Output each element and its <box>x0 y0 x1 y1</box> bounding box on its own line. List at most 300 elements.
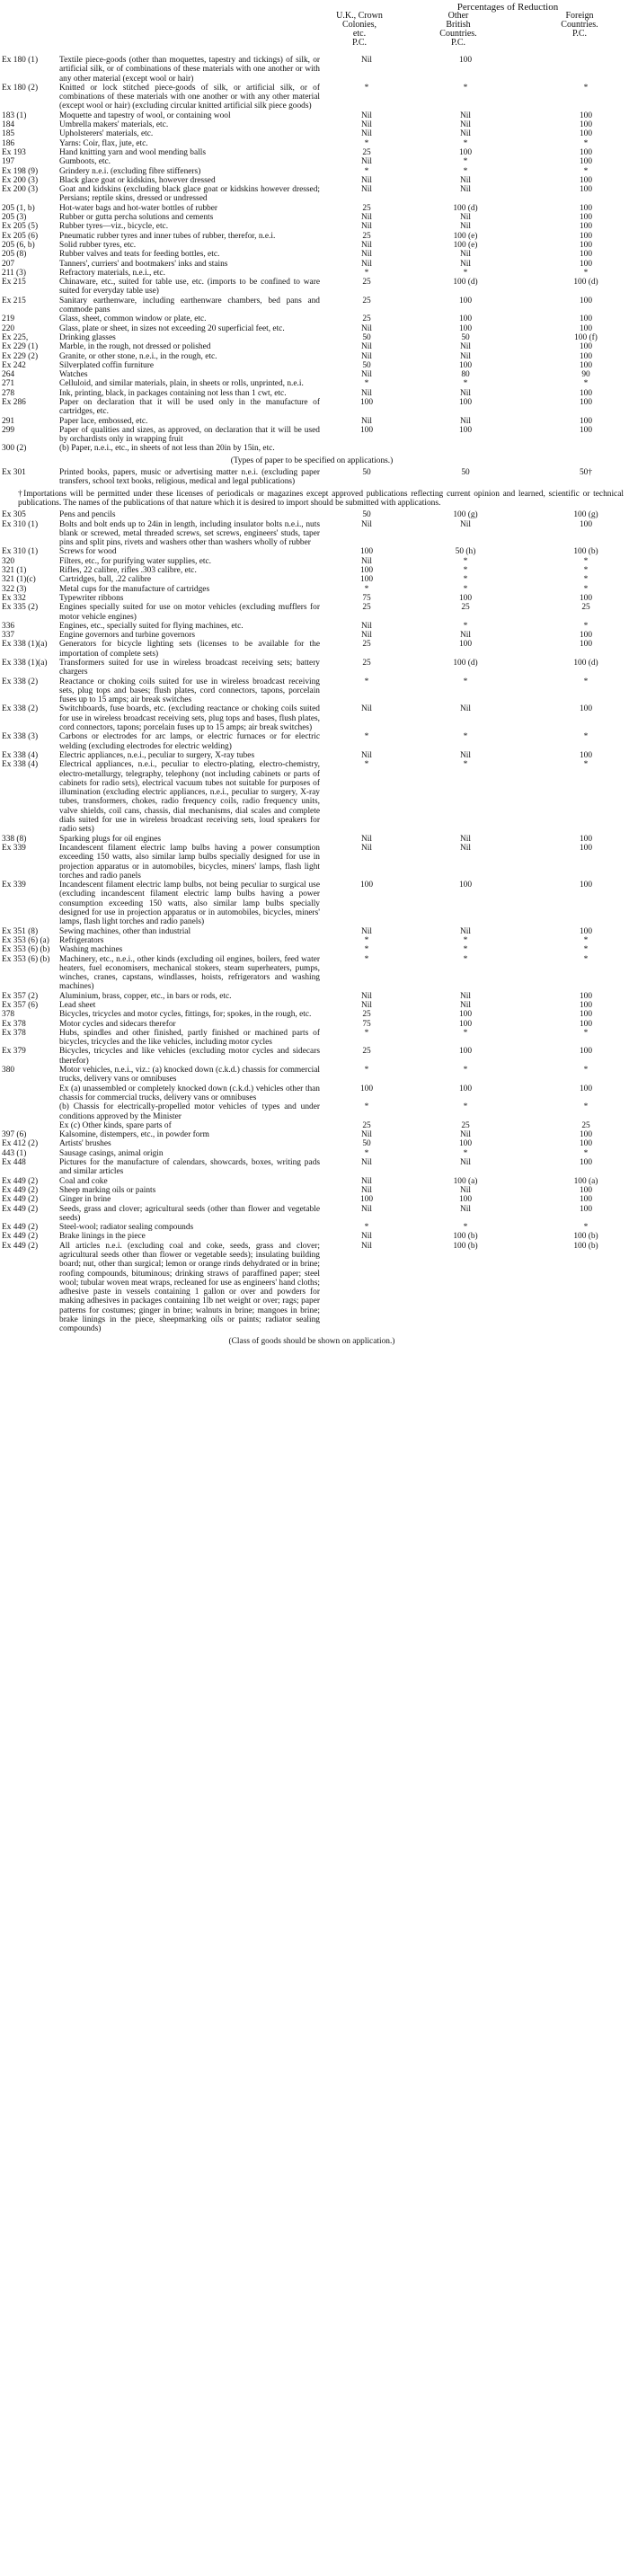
goods-description: Ginger in brine <box>59 1195 111 1205</box>
goods-description: Rubber valves and teats for feeding bottles, etc. <box>59 250 220 260</box>
table-row <box>0 1020 629 1029</box>
table-row <box>0 566 629 575</box>
tariff-item-number: 300 (2) <box>2 444 27 454</box>
reduction-british: 50 <box>461 468 470 478</box>
reduction-uk: Nil <box>361 1204 372 1214</box>
reduction-foreign: * <box>583 556 589 566</box>
table-row <box>0 260 629 269</box>
reduction-british: * <box>463 575 468 585</box>
table-row <box>0 468 629 487</box>
reduction-foreign: 100 (b) <box>573 1232 598 1242</box>
goods-description: Transformers suited for use in wireless broadcast receiving sets; battery chargers <box>59 659 320 677</box>
reduction-foreign: 100 <box>579 259 593 269</box>
reduction-foreign: * <box>583 954 589 964</box>
reduction-british: 100 <box>458 1047 473 1057</box>
goods-description: Reactance or choking coils suited for use in wireless broadcast receiving sets, plug tops and bases; flush plates, cord connectors, tapons, porcelain fuses up to 15 amps; air break switches <box>59 677 320 705</box>
reduction-foreign: 100 (d) <box>573 659 598 668</box>
tariff-item-number: Ex 338 (1)(a) <box>2 640 48 650</box>
table-row <box>0 844 629 881</box>
reduction-british: Nil <box>460 1204 471 1214</box>
reduction-british: Nil <box>460 351 471 361</box>
table-row <box>0 881 629 926</box>
goods-description: Solid rubber tyres, etc. <box>59 240 137 250</box>
reduction-foreign: 100 <box>579 314 593 324</box>
reduction-uk: 50 <box>362 510 371 520</box>
tariff-item-number: Ex 338 (4) <box>2 750 39 760</box>
table-row <box>0 677 629 705</box>
goods-description: Glass, sheet, common window or plate, etc. <box>59 314 207 324</box>
reduction-foreign: 100 <box>579 704 593 714</box>
table-row <box>0 56 629 84</box>
table-row <box>0 241 629 250</box>
tariff-item-number: Ex 200 (3) <box>2 185 39 195</box>
table-row <box>0 297 629 315</box>
reduction-british: 100 (g) <box>453 510 478 520</box>
reduction-british: Nil <box>460 1000 471 1010</box>
tariff-item-number: Ex 449 (2) <box>2 1176 39 1186</box>
table-row <box>0 176 629 185</box>
reduction-foreign: 100 (a) <box>573 1176 598 1186</box>
reduction-foreign: 100 <box>579 175 593 185</box>
goods-description: Machinery, etc., n.e.i., other kinds (excluding oil engines, boilers, feed water heaters, fuel economisers, mechanical stokers, steam superheaters, pumps, winches, cranes, capstans, windlasses, hoists, refrigerators and washing machines) <box>59 954 320 992</box>
goods-description: Brake linings in the piece <box>59 1232 146 1242</box>
table-row <box>0 603 629 622</box>
reduction-uk: * <box>364 954 369 964</box>
tariff-item-number: Ex 225, <box>2 332 29 342</box>
reduction-uk: Nil <box>361 1000 372 1010</box>
reduction-uk: 25 <box>362 278 371 288</box>
reduction-uk: * <box>364 268 369 278</box>
reduction-foreign: 90 <box>581 370 590 380</box>
goods-description: Black glace goat or kidskins, however dressed <box>59 175 216 185</box>
goods-description: Sausage casings, animal origin <box>59 1148 164 1158</box>
reduction-british: 100 <box>458 147 473 157</box>
tariff-item-number: Ex 338 (4) <box>2 760 39 770</box>
reduction-uk: Nil <box>361 1176 372 1186</box>
reduction-foreign: 100 <box>579 425 593 435</box>
goods-description: Hand knitting yarn and wool mending balls <box>59 147 206 157</box>
tariff-item-number: Ex 449 (2) <box>2 1204 39 1214</box>
reduction-uk: 25 <box>362 1120 371 1130</box>
reduction-uk: 100 <box>359 566 374 576</box>
goods-description: Glass, plate or sheet, in sizes not exceeding 20 superficial feet, etc. <box>59 323 285 333</box>
reduction-british: * <box>463 1102 468 1112</box>
tariff-item-number: Ex 310 (1) <box>2 519 39 529</box>
table-row <box>0 751 629 760</box>
goods-description: Bicycles, tricycles and like vehicles (excluding motor cycles and sidecars therefor) <box>59 1047 320 1066</box>
reduction-foreign: 100 <box>579 926 593 936</box>
reduction-foreign: * <box>583 584 589 594</box>
table-row <box>0 361 629 370</box>
reduction-uk: 100 <box>359 1195 374 1205</box>
reduction-uk: Nil <box>361 175 372 185</box>
reduction-foreign: * <box>583 732 589 742</box>
tariff-item-number: Ex 378 <box>2 1019 26 1029</box>
tariff-item-number: Ex 242 <box>2 360 26 370</box>
reduction-british: Nil <box>460 631 471 641</box>
reduction-british: 100 <box>458 1195 473 1205</box>
tariff-item-number: Ex 449 (2) <box>2 1185 39 1195</box>
reduction-uk: 25 <box>362 603 371 613</box>
reduction-uk: 100 <box>359 425 374 435</box>
tariff-item-number: Ex 353 (6) (a) <box>2 935 49 945</box>
goods-description: Metal cups for the manufacture of cartridges <box>59 584 210 594</box>
reduction-british: * <box>463 584 468 594</box>
reduction-uk: Nil <box>361 1232 372 1242</box>
reduction-british: * <box>463 945 468 955</box>
reduction-british: Nil <box>460 1185 471 1195</box>
reduction-uk: * <box>364 1102 369 1112</box>
reduction-foreign: 100 (d) <box>573 278 598 288</box>
goods-description: Paper of qualities and sizes, as approved, on declaration that it will be used by orchardists only in wrapping fruit <box>59 425 320 445</box>
reduction-foreign: * <box>583 138 589 148</box>
table-row <box>0 84 629 111</box>
table-row <box>0 1130 629 1139</box>
table-row <box>0 1158 629 1177</box>
reduction-british: 100 <box>458 314 473 324</box>
table-note: †Importations will be permitted under these licenses of periodicals or magazines except approved publications reflecting current opinion and learned, scientific or technical publications. The names of the publications of that nature which it is desired to import should be submitted with applications. <box>18 489 624 508</box>
table-row <box>0 1223 629 1232</box>
reduction-uk: * <box>364 138 369 148</box>
reduction-uk: Nil <box>361 240 372 250</box>
table-row <box>0 185 629 204</box>
reduction-foreign: 100 <box>579 416 593 426</box>
goods-description: Kalsomine, distempers, etc., in powder form <box>59 1130 209 1140</box>
reduction-british: Nil <box>460 111 471 120</box>
reduction-uk: * <box>364 1066 369 1076</box>
table-row <box>0 352 629 361</box>
reduction-uk: * <box>364 760 369 770</box>
reduction-british: 100 <box>458 425 473 435</box>
tariff-item-number: Ex 449 (2) <box>2 1241 39 1251</box>
reduction-foreign: 100 <box>579 111 593 120</box>
goods-description: Engines specially suited for use on motor vehicles (excluding mufflers for motor vehicle engines) <box>59 603 320 622</box>
reduction-uk: Nil <box>361 213 372 223</box>
tariff-item-number: 211 (3) <box>2 268 26 278</box>
tariff-item-number: 185 <box>2 129 15 139</box>
reduction-british: 100 <box>458 593 473 603</box>
table-row <box>0 417 629 426</box>
reduction-british: * <box>463 1066 468 1076</box>
table-row <box>0 342 629 351</box>
reduction-british: 100 <box>458 397 473 407</box>
goods-description: Bicycles, tricycles and motor cycles, fittings, for; spokes, in the rough, etc. <box>59 1010 312 1020</box>
tariff-item-number: Ex 200 (3) <box>2 175 39 185</box>
goods-description: Washing machines <box>59 945 123 955</box>
reduction-foreign: * <box>583 1148 589 1158</box>
reduction-british: Nil <box>460 416 471 426</box>
goods-description: Steel-wool; radiator sealing compounds <box>59 1223 194 1233</box>
reduction-uk: 50 <box>362 332 371 342</box>
goods-description: Rifles, 22 calibre, rifles .303 calibre, etc. <box>59 566 197 576</box>
reduction-british: 100 (e) <box>453 240 478 250</box>
reduction-foreign: * <box>583 621 589 631</box>
reduction-british: * <box>463 166 468 176</box>
goods-description: Sheep marking oils or paints <box>59 1185 156 1195</box>
table-row <box>0 835 629 844</box>
reduction-uk: Nil <box>361 704 372 714</box>
tariff-item-number: Ex 286 <box>2 397 26 407</box>
tariff-item-number: 271 <box>2 379 15 389</box>
reduction-foreign: 100 (g) <box>573 510 598 520</box>
tariff-item-number: Ex 205 (6) <box>2 231 39 241</box>
reduction-uk: 75 <box>362 1019 371 1029</box>
table-row <box>0 139 629 148</box>
goods-description: Hubs, spindles and other finished, partly finished or machined parts of bicycles, tricycles and the like vehicles, including motor cycles <box>59 1028 320 1048</box>
reduction-british: 100 <box>458 1019 473 1029</box>
tariff-item-number: 197 <box>2 157 15 167</box>
reduction-british: 100 (e) <box>453 231 478 241</box>
table-row <box>0 324 629 333</box>
table-row <box>0 157 629 166</box>
reduction-uk: 25 <box>362 147 371 157</box>
reduction-uk: * <box>364 945 369 955</box>
tariff-item-number: 320 <box>2 556 15 566</box>
reduction-uk: 25 <box>362 314 371 324</box>
table-row <box>0 1001 629 1010</box>
reduction-british: 100 <box>458 1139 473 1149</box>
goods-description: Yarns: Coir, flax, jute, etc. <box>59 138 148 148</box>
reduction-foreign: 100 <box>579 120 593 130</box>
goods-description: Tanners', curriers' and bootmakers' inks and stains <box>59 259 228 269</box>
table-header <box>0 0 629 54</box>
reduction-foreign: * <box>583 575 589 585</box>
tariff-item-number: 338 (8) <box>2 834 27 844</box>
table-row <box>0 1205 629 1224</box>
tariff-item-number: Ex 351 (8) <box>2 926 39 936</box>
reduction-foreign: 50† <box>579 468 593 478</box>
goods-description: Typewriter ribbons <box>59 593 124 603</box>
table-row <box>0 314 629 323</box>
reduction-uk: Nil <box>361 370 372 380</box>
reduction-uk: 25 <box>362 640 371 650</box>
goods-description: Drinking glasses <box>59 332 116 342</box>
goods-description: Bolts and bolt ends up to 24in in length, including insulator bolts n.e.i., nuts blank or screwed, metal threaded screws, set screws, engineers' studs, taper pins and split pins, rivets and washers other than washers wholly of rubber <box>59 519 320 548</box>
tariff-item-number: 205 (6, b) <box>2 240 35 250</box>
tariff-item-number: 380 <box>2 1066 15 1076</box>
goods-description: Ink, printing, black, in packages containing not less than 1 cwt, etc. <box>59 388 287 398</box>
goods-description: Granite, or other stone, n.e.i., in the rough, etc. <box>59 351 217 361</box>
table-row <box>0 1084 629 1103</box>
reduction-foreign: * <box>583 166 589 176</box>
goods-description: Upholsterers' materials, etc. <box>59 129 154 139</box>
tariff-item-number: 205 (1, b) <box>2 203 35 213</box>
table-row <box>0 631 629 640</box>
tariff-item-number: 219 <box>2 314 15 324</box>
goods-description: Paper on declaration that it will be used only in the manufacture of cartridges, etc. <box>59 397 320 417</box>
goods-description: Coal and coke <box>59 1176 108 1186</box>
tariff-item-number: 183 (1) <box>2 111 27 120</box>
goods-description: Goat and kidskins (excluding black glace goat or kidskins however dressed; Persians; reptile skins, dressed or undressed <box>59 185 320 204</box>
goods-description: Celluloid, and similar materials, plain, in sheets or rolls, unprinted, n.e.i. <box>59 379 304 389</box>
table-row <box>0 557 629 566</box>
table-row <box>0 622 629 631</box>
table-row <box>0 120 629 129</box>
reduction-uk: Nil <box>361 1130 372 1140</box>
table-row <box>0 426 629 445</box>
tariff-item-number: 186 <box>2 138 15 148</box>
goods-description: Gumboots, etc. <box>59 157 111 167</box>
reduction-british: 100 (b) <box>453 1232 478 1242</box>
reduction-uk: * <box>364 1223 369 1233</box>
reduction-uk: Nil <box>361 342 372 352</box>
tariff-item-number: Ex 335 (2) <box>2 603 39 613</box>
reduction-british: * <box>463 157 468 167</box>
table-row <box>0 1232 629 1241</box>
reduction-foreign: 100 (b) <box>573 547 598 557</box>
table-row <box>0 148 629 157</box>
reduction-foreign: * <box>583 1028 589 1038</box>
tariff-item-number: Ex 353 (6) (b) <box>2 945 50 955</box>
reduction-british: 50 <box>461 332 470 342</box>
table-row <box>0 659 629 677</box>
tariff-item-number: Ex 180 (1) <box>2 56 39 65</box>
reduction-british: * <box>463 732 468 742</box>
reduction-foreign: * <box>583 566 589 576</box>
reduction-foreign: 100 <box>579 1130 593 1140</box>
tariff-item-number: 336 <box>2 621 15 631</box>
reduction-uk: * <box>364 1148 369 1158</box>
reduction-uk: 100 <box>359 547 374 557</box>
goods-description: Moquette and tapestry of wool, or containing wool <box>59 111 231 120</box>
tariff-item-number: 299 <box>2 425 15 435</box>
goods-description: Chinaware, etc., suited for table use, etc. (imports to be confined to ware suited for everyday table use) <box>59 278 320 297</box>
reduction-foreign: 100 <box>579 203 593 213</box>
reduction-uk: Nil <box>361 250 372 260</box>
tariff-item-number: Ex 310 (1) <box>2 547 39 557</box>
table-row <box>0 1047 629 1066</box>
reduction-british: 80 <box>461 370 470 380</box>
reduction-british: Nil <box>460 704 471 714</box>
reduction-foreign: * <box>583 1223 589 1233</box>
table-row <box>0 222 629 231</box>
header-col-foreign: Foreign Countries. P.C. <box>561 11 598 39</box>
reduction-british: 100 <box>458 296 473 305</box>
tariff-item-number: Ex 338 (2) <box>2 677 39 686</box>
reduction-uk: * <box>364 379 369 389</box>
reduction-foreign: 100 <box>579 1158 593 1168</box>
reduction-foreign: 100 <box>579 1084 593 1093</box>
reduction-foreign: 100 <box>579 750 593 760</box>
reduction-british: Nil <box>460 175 471 185</box>
reduction-british: * <box>463 935 468 945</box>
goods-description: Grindery n.e.i. (excluding fibre stiffeners) <box>59 166 201 176</box>
tariff-item-number: 291 <box>2 416 15 426</box>
reduction-british: 25 <box>461 1120 470 1130</box>
tariff-item-number: Ex 412 (2) <box>2 1139 39 1149</box>
reduction-uk: 50 <box>362 1139 371 1149</box>
reduction-uk: * <box>364 935 369 945</box>
reduction-uk: Nil <box>361 111 372 120</box>
table-row <box>0 760 629 834</box>
tariff-item-number: Ex 193 <box>2 147 26 157</box>
reduction-uk: Nil <box>361 519 372 529</box>
reduction-foreign: * <box>583 1102 589 1112</box>
goods-description: Printed books, papers, music or advertising matter n.e.i. (excluding paper transfers, school text books, religious, medical and legal publications) <box>59 468 320 487</box>
reduction-foreign: 100 (b) <box>573 1241 598 1251</box>
reduction-british: 100 (d) <box>453 203 478 213</box>
reduction-uk: 50 <box>362 360 371 370</box>
goods-description: All articles n.e.i. (excluding coal and coke, seeds, grass and clover; agricultural seeds other than flower or vegetable seeds); insulating building board; nut, other than surgical; lemon or orange rinds dehydrated or in brine; roofing compounds, bituminous; drinking straws of paraffined paper; steel wool; tubular woven meat wraps, recleaned for use as engineers' hand cloths; adhesive paste in vessels containing 1 gallon or over and powders for making adhesives in packages containing 1lb net weight or over; rags; paper patterns for costumes; ginger in brine; walnuts in brine; mangoes in brine; brake linings in the piece, sheepmarking oils or paints; radiator sealing compounds) <box>59 1241 320 1334</box>
reduction-uk: Nil <box>361 834 372 844</box>
tariff-item-number: Ex 357 (6) <box>2 1000 39 1010</box>
tariff-item-number: 207 <box>2 259 15 269</box>
reduction-uk: Nil <box>361 631 372 641</box>
reduction-british: Nil <box>460 250 471 260</box>
tariff-item-number: 378 <box>2 1010 15 1020</box>
table-row <box>0 640 629 659</box>
goods-description: Screws for wood <box>59 547 117 557</box>
reduction-british: * <box>463 566 468 576</box>
reduction-foreign: 100 <box>579 991 593 1001</box>
goods-description: Electric appliances, n.e.i., peculiar to surgery, X-ray tubes <box>59 750 255 760</box>
tariff-item-number: 321 (1) <box>2 566 27 576</box>
table-row <box>0 1186 629 1195</box>
reduction-uk: 25 <box>362 231 371 241</box>
goods-description: Rubber or gutta percha solutions and cements <box>59 213 214 223</box>
table-row <box>0 1029 629 1048</box>
reduction-foreign: 100 <box>579 1000 593 1010</box>
table-row <box>0 1139 629 1148</box>
reduction-british: * <box>463 677 468 686</box>
reduction-british: * <box>463 1223 468 1233</box>
goods-description: Ex (a) unassembled or completely knocked down (c.k.d.) vehicles other than chassis for commercial trucks, delivery vans or omnibuses <box>59 1084 320 1102</box>
reduction-uk: * <box>364 83 369 93</box>
reduction-uk: Nil <box>361 750 372 760</box>
header-col-uk: U.K., Crown Colonies, etc. P.C. <box>336 11 383 48</box>
goods-description: Pictures for the manufacture of calendars, showcards, boxes, writing pads and similar articles <box>59 1158 320 1177</box>
goods-description: Filters, etc., for purifying water supplies, etc. <box>59 556 211 566</box>
reduction-foreign: 100 <box>579 231 593 241</box>
tariff-item-number: Ex 449 (2) <box>2 1195 39 1205</box>
reduction-foreign: * <box>583 945 589 955</box>
tariff-item-number: Ex 339 <box>2 843 26 853</box>
reduction-uk: Nil <box>361 56 372 65</box>
reduction-british: Nil <box>460 926 471 936</box>
tariff-item-number: Ex 339 <box>2 881 26 890</box>
reduction-foreign: * <box>583 379 589 389</box>
tariff-item-number: Ex 338 (3) <box>2 732 39 742</box>
reduction-british: 100 <box>458 1084 473 1093</box>
reduction-british: * <box>463 1028 468 1038</box>
reduction-foreign: 100 <box>579 640 593 650</box>
reduction-foreign: 100 <box>579 240 593 250</box>
reduction-foreign: 100 <box>579 360 593 370</box>
table-row <box>0 167 629 176</box>
reduction-uk: 25 <box>362 659 371 668</box>
table-row <box>0 204 629 213</box>
reduction-foreign: * <box>583 760 589 770</box>
tariff-item-number: Ex 449 (2) <box>2 1232 39 1242</box>
reduction-uk: Nil <box>361 185 372 195</box>
reduction-uk: Nil <box>361 621 372 631</box>
tariff-item-number: Ex 379 <box>2 1047 26 1057</box>
tariff-item-number: Ex 229 (2) <box>2 351 39 361</box>
goods-description: Pens and pencils <box>59 510 116 520</box>
reduction-uk: 25 <box>362 296 371 305</box>
reduction-foreign: 100 <box>579 388 593 398</box>
reduction-uk: Nil <box>361 1185 372 1195</box>
goods-description: Motor vehicles, n.e.i., viz.: (a) knocked down (c.k.d.) chassis for commercial trucks, delivery vans or omnibuses <box>59 1066 320 1084</box>
reduction-foreign: 100 <box>579 342 593 352</box>
reduction-foreign: 100 <box>579 631 593 641</box>
tariff-item-number: Ex 332 <box>2 593 26 603</box>
table-row <box>0 585 629 594</box>
reduction-uk: * <box>364 732 369 742</box>
reduction-british: * <box>463 954 468 964</box>
reduction-foreign: * <box>583 935 589 945</box>
reduction-foreign: 100 <box>579 843 593 853</box>
